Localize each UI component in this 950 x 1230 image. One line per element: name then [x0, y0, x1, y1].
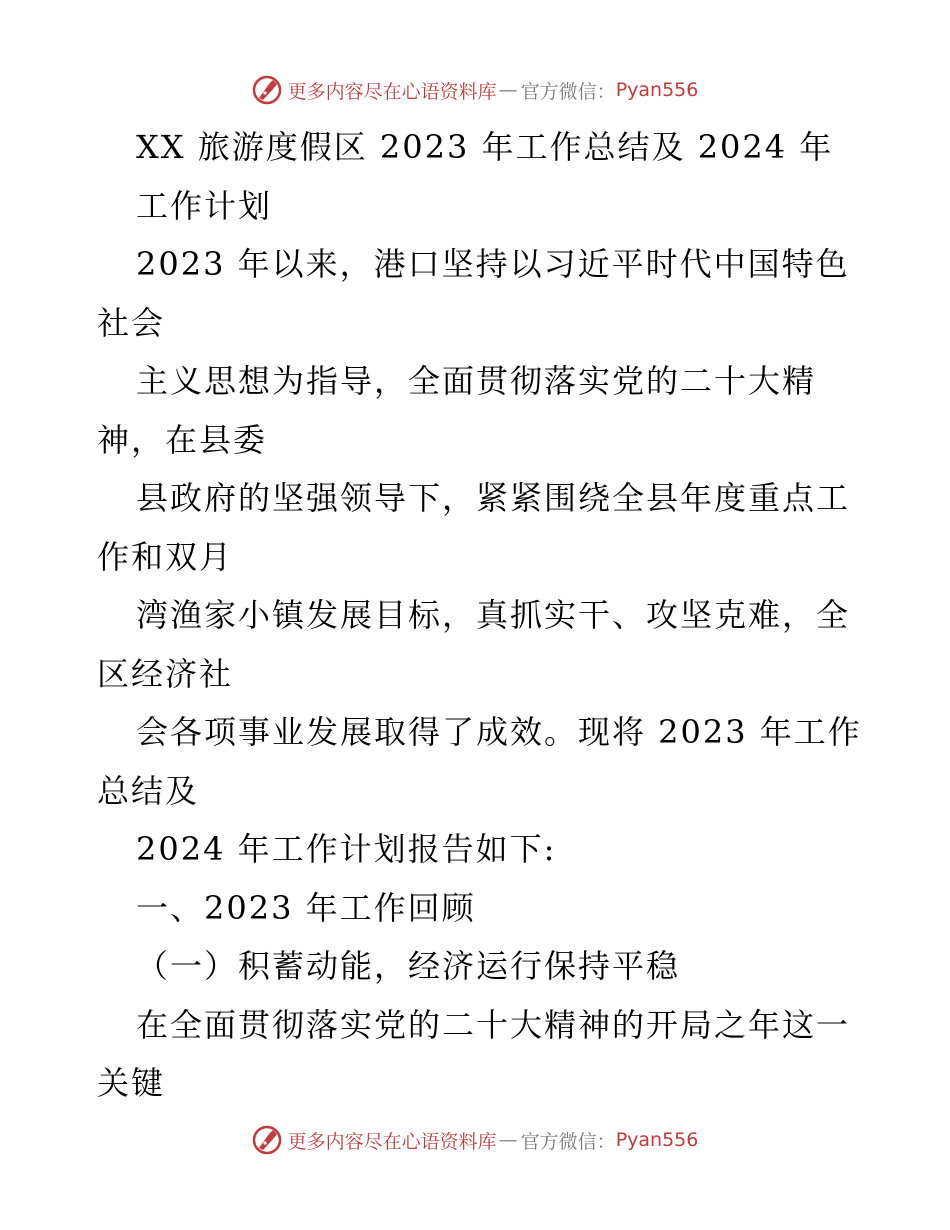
watermark-main-text: 更多内容尽在心语资料库 — [287, 1130, 497, 1153]
watermark-separator: — — [498, 1129, 517, 1151]
header-watermark — [0, 70, 950, 110]
watermark-official-text: 官方微信： — [520, 1130, 616, 1153]
doc-line: XX 旅游度假区 2023 年工作总结及 2024 年 — [136, 128, 834, 166]
watermark-wechat-id: Pyan556 — [615, 1129, 699, 1151]
footer-watermark — [0, 1120, 950, 1160]
doc-line: 一、2023 年工作回顾 — [136, 888, 476, 927]
watermark-separator: — — [498, 79, 517, 101]
doc-line: 会各项事业发展取得了成效。现将 2023 年工作 — [136, 713, 862, 751]
doc-line: 在全面贯彻落实党的二十大精神的开局之年这一 — [136, 1005, 851, 1044]
doc-line: 神，在县委 — [97, 420, 268, 459]
doc-line: 区经济社 — [97, 654, 234, 693]
doc-line: 湾渔家小镇发展目标，真抓实干、攻坚克难，全 — [136, 596, 851, 634]
doc-line: 作和双月 — [97, 537, 234, 576]
doc-line: 工作计划 — [136, 186, 273, 225]
watermark-official-text: 官方微信： — [520, 80, 616, 103]
doc-line: 2024 年工作计划报告如下: — [136, 830, 557, 868]
doc-line: 主义思想为指导，全面贯彻落实党的二十大精 — [136, 362, 817, 400]
document-body — [97, 118, 877, 1113]
doc-line: 县政府的坚强领导下，紧紧围绕全县年度重点工 — [136, 479, 851, 517]
watermark-wechat-id: Pyan556 — [615, 79, 699, 101]
doc-line: （一）积蓄动能，经济运行保持平稳 — [136, 947, 681, 985]
doc-line: 2023 年以来，港口坚持以习近平时代中国特色 — [136, 245, 850, 283]
doc-line: 社会 — [97, 303, 166, 342]
watermark-main-text: 更多内容尽在心语资料库 — [287, 80, 497, 103]
doc-line: 关键 — [97, 1064, 166, 1102]
pen-nib-logo-icon — [252, 75, 282, 105]
doc-line: 总结及 — [97, 771, 200, 810]
pen-nib-logo-icon — [252, 1125, 282, 1155]
